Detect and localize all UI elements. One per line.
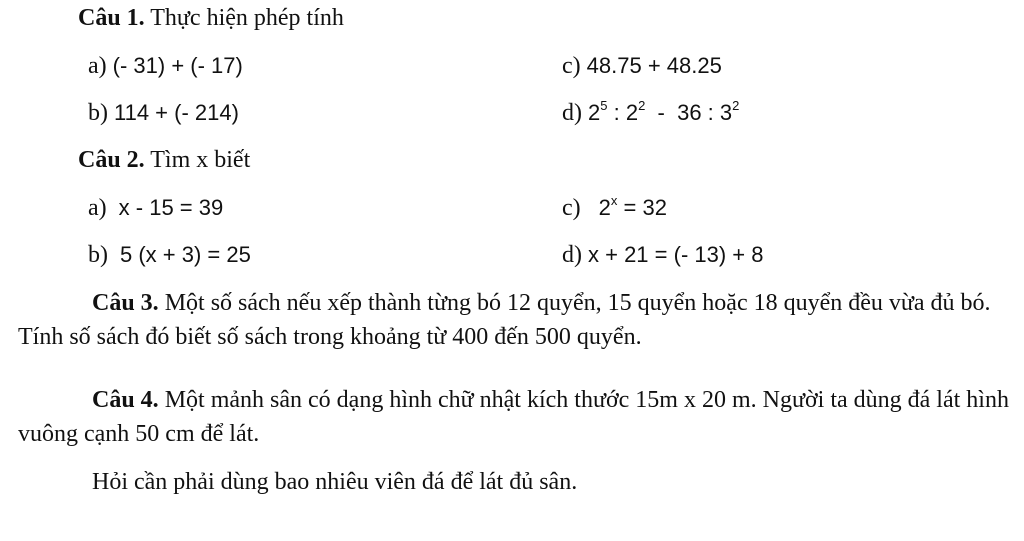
question-3-text: Một số sách nếu xếp thành từng bó 12 quyển, 15 quyển hoặc 18 quyển đều vừa đủ bó. Tính số sách đó biết số sách trong khoảng từ 400 đến 500 quyển. <box>18 290 991 350</box>
operator: : <box>607 100 626 125</box>
item-expression: 114 + (- 214) <box>114 100 239 125</box>
item-label: c) <box>562 195 581 221</box>
item-expression <box>588 100 739 125</box>
operator: - 36 : <box>645 100 720 125</box>
question-4-paragraph <box>18 383 1018 451</box>
item-label: a) <box>88 195 107 221</box>
power-exponent: 2 <box>638 98 646 113</box>
item-expression: 5 (x + 3) = 25 <box>120 242 251 267</box>
item-label: b) <box>88 242 108 268</box>
question-2-item-c <box>562 193 667 221</box>
item-label: a) <box>88 53 107 79</box>
power-base: 2 <box>588 100 601 125</box>
item-label: d) <box>562 242 582 268</box>
question-1-heading <box>78 6 344 30</box>
question-1-item-a <box>88 54 243 78</box>
item-expression <box>599 195 667 220</box>
question-2-item-a <box>88 196 223 220</box>
item-expression: (- 31) + (- 17) <box>112 53 243 78</box>
power-exponent: 2 <box>732 98 740 113</box>
question-1-item-b <box>88 101 239 125</box>
question-4-label: Câu 4. <box>92 387 159 413</box>
item-label: b) <box>88 100 108 126</box>
question-1-label: Câu 1. <box>78 5 145 31</box>
power-base: 3 <box>719 100 733 125</box>
question-2-label: Câu 2. <box>78 147 145 173</box>
question-1-text: Thực hiện phép tính <box>150 5 344 31</box>
item-expression: x - 15 = 39 <box>118 195 224 220</box>
power-exponent: x <box>610 193 618 208</box>
question-2-item-b <box>88 243 251 267</box>
power-exponent: 5 <box>600 98 608 113</box>
question-4-text: Một mảnh sân có dạng hình chữ nhật kích thước 15m x 20 m. Người ta dùng đá lát hình vuông cạnh 50 cm để lát. <box>18 387 1009 447</box>
question-3-label: Câu 3. <box>92 290 159 316</box>
power-base: 2 <box>625 100 639 125</box>
item-expression: x + 21 = (- 13) + 8 <box>588 242 764 267</box>
equation-rest: = 32 <box>617 195 667 220</box>
question-1-item-d <box>562 98 740 126</box>
question-4-ask: Hỏi cần phải dùng bao nhiêu viên đá để lát đủ sân. <box>92 469 578 495</box>
question-1-item-c <box>562 54 722 78</box>
item-label: c) <box>562 53 581 79</box>
item-label: d) <box>562 100 582 126</box>
question-2-text: Tìm x biết <box>150 147 251 173</box>
power-base: 2 <box>598 195 611 220</box>
question-2-heading <box>78 148 250 172</box>
question-2-item-d <box>562 243 763 267</box>
item-expression: 48.75 + 48.25 <box>586 53 722 78</box>
question-3-paragraph <box>18 286 1018 354</box>
